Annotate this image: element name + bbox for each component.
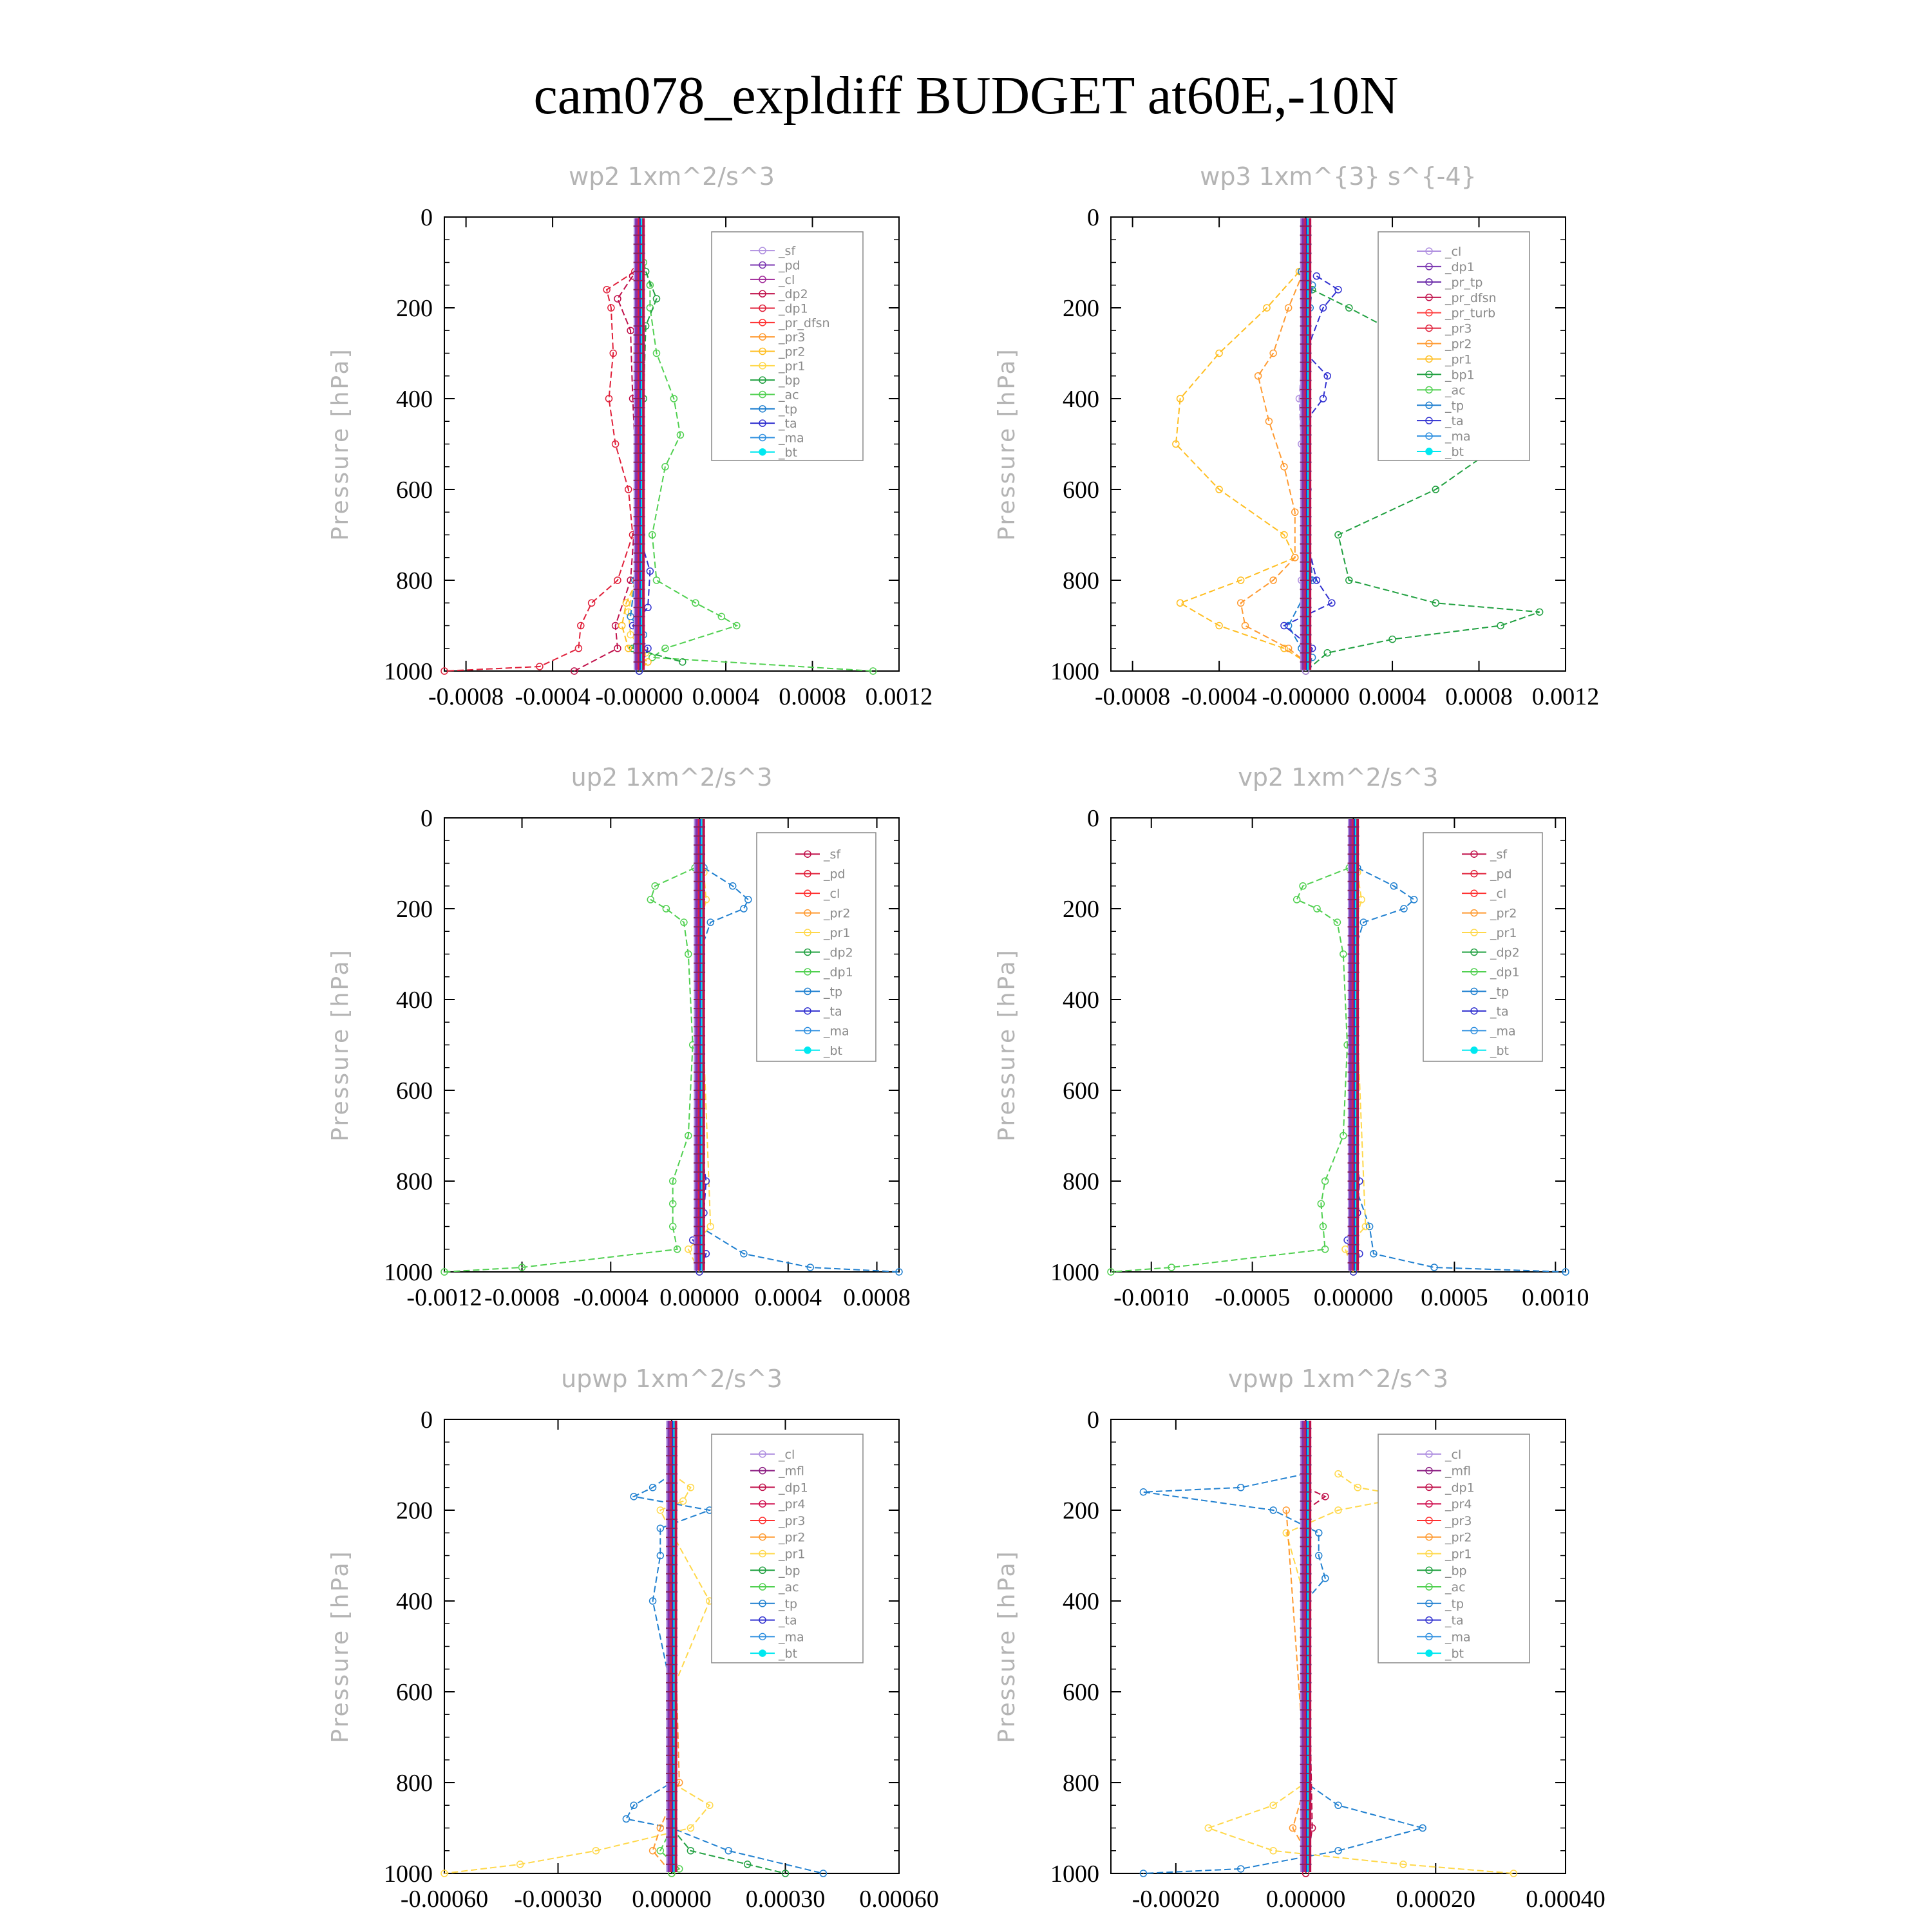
legend-label: _pr2 bbox=[1445, 337, 1472, 352]
x-tick-label: -0.0012 bbox=[406, 1284, 482, 1311]
y-tick-label: 400 bbox=[396, 386, 433, 413]
legend-label: _tp bbox=[824, 985, 843, 999]
legend-label: _bt bbox=[779, 445, 798, 460]
legend-label: _pr3 bbox=[779, 1513, 806, 1528]
legend-label: _bt bbox=[1490, 1043, 1510, 1058]
legend-label: _tp bbox=[1490, 985, 1510, 999]
legend-label: _ta bbox=[1445, 1613, 1464, 1628]
panel-2 bbox=[327, 763, 911, 1311]
panel-1 bbox=[994, 162, 1599, 710]
legend-label: _pr1 bbox=[1445, 352, 1472, 367]
data-point bbox=[1294, 896, 1300, 903]
legend-label: _ta bbox=[1445, 414, 1464, 429]
data-point bbox=[653, 577, 659, 583]
legend-label: _pr3 bbox=[779, 330, 806, 345]
legend-label: _dp1 bbox=[1445, 1481, 1475, 1495]
y-tick-label: 200 bbox=[1063, 896, 1099, 923]
legend-label: _sf bbox=[1490, 848, 1508, 862]
y-tick-label: 1000 bbox=[384, 1259, 433, 1286]
legend-label: _bt bbox=[1445, 1647, 1464, 1662]
legend-box bbox=[1423, 833, 1542, 1061]
y-tick-label: 600 bbox=[396, 1077, 433, 1104]
legend-label: _bt bbox=[1445, 445, 1464, 460]
x-tick-label: -0.0010 bbox=[1113, 1284, 1189, 1311]
x-tick-label: 0.00000 bbox=[659, 1284, 739, 1311]
legend-label: _pr2 bbox=[779, 1530, 806, 1545]
y-tick-label: 800 bbox=[1063, 567, 1099, 594]
legend-label: _dp1 bbox=[1490, 965, 1520, 980]
series-line bbox=[444, 868, 695, 1273]
legend-label: _pr2 bbox=[1445, 1530, 1472, 1545]
y-tick-label: 400 bbox=[1063, 987, 1099, 1014]
y-tick-label: 1000 bbox=[1050, 1861, 1099, 1888]
y-tick-label: 1000 bbox=[384, 658, 433, 685]
legend-marker bbox=[1426, 1650, 1432, 1656]
x-tick-label: -0.00000 bbox=[1262, 683, 1350, 710]
x-tick-label: 0.00040 bbox=[1526, 1886, 1605, 1913]
y-tick-label: 800 bbox=[1063, 1168, 1099, 1195]
legend-label: _tp bbox=[779, 402, 798, 417]
x-tick-label: -0.00060 bbox=[400, 1886, 489, 1913]
y-tick-label: 1000 bbox=[384, 1861, 433, 1888]
legend-label: _pd bbox=[1490, 867, 1512, 882]
y-tick-label: 800 bbox=[1063, 1770, 1099, 1797]
y-axis-label: Pressure [hPa] bbox=[994, 347, 1020, 541]
x-tick-label: -0.0004 bbox=[573, 1284, 649, 1311]
panel-3 bbox=[994, 763, 1589, 1311]
x-tick-label: 0.0004 bbox=[754, 1284, 822, 1311]
legend-label: _ma bbox=[1445, 1630, 1471, 1645]
legend-marker bbox=[1471, 1047, 1477, 1054]
series-line bbox=[1111, 868, 1349, 1273]
legend-label: _pr4 bbox=[779, 1497, 806, 1512]
y-axis-label: Pressure [hPa] bbox=[327, 948, 354, 1142]
data-point bbox=[589, 600, 595, 606]
data-point bbox=[745, 896, 752, 903]
legend-label: _dp1 bbox=[824, 965, 853, 980]
legend-label: _pr1 bbox=[824, 926, 851, 941]
panel-0 bbox=[327, 162, 933, 710]
data-point bbox=[623, 1815, 629, 1822]
y-tick-label: 600 bbox=[396, 1679, 433, 1706]
x-tick-label: 0.0012 bbox=[1531, 683, 1600, 710]
panel-title: wp2 1xm^2/s^3 bbox=[569, 162, 775, 191]
x-tick-label: -0.00000 bbox=[595, 683, 683, 710]
legend-label: _ac bbox=[1445, 1580, 1466, 1595]
legend-label: _pr1 bbox=[779, 1547, 806, 1562]
x-tick-label: -0.0008 bbox=[1095, 683, 1171, 710]
legend-label: _pr4 bbox=[1445, 1497, 1472, 1512]
legend-label: _bp bbox=[779, 374, 800, 388]
legend-label: _pr_dfsn bbox=[779, 316, 830, 330]
legend-label: _pr2 bbox=[824, 906, 851, 921]
panel-title: wp3 1xm^{3} s^{-4} bbox=[1200, 162, 1477, 191]
y-tick-label: 200 bbox=[1063, 1497, 1099, 1524]
y-tick-label: 400 bbox=[396, 987, 433, 1014]
y-tick-label: 200 bbox=[396, 295, 433, 322]
x-tick-label: -0.0004 bbox=[515, 683, 591, 710]
data-point bbox=[1205, 1825, 1211, 1832]
panel-title: upwp 1xm^2/s^3 bbox=[561, 1365, 782, 1393]
y-axis-label: Pressure [hPa] bbox=[327, 347, 354, 541]
legend-label: _ma bbox=[824, 1024, 849, 1039]
legend-label: _ta bbox=[1490, 1004, 1509, 1019]
data-point bbox=[650, 1848, 656, 1854]
data-point bbox=[1342, 1246, 1349, 1253]
legend-label: _cl bbox=[1490, 887, 1507, 902]
legend-label: _bp bbox=[1445, 1564, 1467, 1578]
y-axis-label: Pressure [hPa] bbox=[994, 1549, 1020, 1743]
data-point bbox=[1177, 600, 1184, 606]
x-tick-label: 0.0005 bbox=[1421, 1284, 1488, 1311]
figure-title: cam078_expldiff BUDGET at60E,-10N bbox=[533, 66, 1399, 126]
x-tick-label: -0.0008 bbox=[428, 683, 504, 710]
y-axis-label: Pressure [hPa] bbox=[994, 948, 1020, 1142]
x-tick-label: -0.0008 bbox=[484, 1284, 560, 1311]
x-tick-label: 0.0008 bbox=[843, 1284, 911, 1311]
legend-label: _ta bbox=[779, 417, 797, 431]
legend-label: _ma bbox=[779, 431, 804, 446]
x-tick-label: 0.00060 bbox=[859, 1886, 939, 1913]
y-tick-label: 600 bbox=[396, 477, 433, 504]
legend-label: _bt bbox=[779, 1647, 798, 1662]
legend-label: _dp2 bbox=[1490, 945, 1520, 960]
y-tick-label: 600 bbox=[1063, 1679, 1099, 1706]
legend-marker bbox=[759, 1650, 766, 1656]
legend-label: _ac bbox=[779, 1580, 799, 1595]
legend-label: _pr_dfsn bbox=[1445, 290, 1497, 305]
y-tick-label: 400 bbox=[396, 1588, 433, 1615]
data-point bbox=[1497, 623, 1504, 629]
legend-label: _cl bbox=[1445, 244, 1462, 259]
y-tick-label: 0 bbox=[1087, 1406, 1099, 1434]
x-tick-label: -0.0004 bbox=[1181, 683, 1257, 710]
legend-label: _tp bbox=[779, 1596, 798, 1611]
x-tick-label: 0.00000 bbox=[632, 1886, 712, 1913]
y-tick-label: 800 bbox=[396, 567, 433, 594]
legend-label: _pr1 bbox=[1445, 1547, 1472, 1562]
legend-label: _cl bbox=[1445, 1447, 1462, 1462]
y-tick-label: 200 bbox=[396, 896, 433, 923]
legend-label: _dp2 bbox=[824, 945, 853, 960]
y-tick-label: 1000 bbox=[1050, 658, 1099, 685]
y-tick-label: 800 bbox=[396, 1770, 433, 1797]
legend-box bbox=[757, 833, 876, 1061]
data-point bbox=[614, 296, 621, 302]
series-line bbox=[1176, 272, 1306, 671]
y-tick-label: 400 bbox=[1063, 386, 1099, 413]
y-tick-label: 600 bbox=[1063, 477, 1099, 504]
series-line bbox=[574, 276, 638, 671]
x-tick-label: 0.0010 bbox=[1522, 1284, 1589, 1311]
x-tick-label: 0.0004 bbox=[1358, 683, 1426, 710]
panel-title: vpwp 1xm^2/s^3 bbox=[1227, 1365, 1449, 1393]
data-point bbox=[1216, 350, 1222, 357]
x-tick-label: 0.0008 bbox=[779, 683, 846, 710]
series-line bbox=[444, 272, 635, 671]
x-tick-label: -0.00020 bbox=[1132, 1886, 1220, 1913]
x-tick-label: 0.00000 bbox=[1313, 1284, 1394, 1311]
legend-label: _ac bbox=[779, 388, 799, 402]
legend-label: _dp1 bbox=[779, 1481, 808, 1495]
legend-label: _bt bbox=[824, 1043, 843, 1058]
data-point bbox=[741, 905, 747, 912]
legend-label: _tp bbox=[1445, 399, 1464, 413]
y-tick-label: 800 bbox=[396, 1168, 433, 1195]
legend-label: _sf bbox=[824, 848, 841, 862]
legend-label: _cl bbox=[779, 1447, 795, 1462]
legend-label: _ma bbox=[779, 1630, 804, 1645]
x-tick-label: 0.00000 bbox=[1265, 1886, 1346, 1913]
legend-label: _dp1 bbox=[1445, 260, 1475, 274]
legend-label: _tp bbox=[1445, 1596, 1464, 1611]
legend-marker bbox=[804, 1047, 811, 1054]
legend-label: _sf bbox=[779, 244, 796, 259]
y-axis-label: Pressure [hPa] bbox=[327, 1549, 354, 1743]
legend-label: _pd bbox=[824, 867, 846, 882]
legend-label: _pr2 bbox=[779, 345, 806, 359]
x-tick-label: -0.0005 bbox=[1215, 1284, 1291, 1311]
legend-label: _pr1 bbox=[779, 359, 806, 374]
data-point bbox=[1242, 623, 1248, 629]
data-point bbox=[645, 659, 651, 665]
x-tick-label: 0.0004 bbox=[692, 683, 760, 710]
legend-label: _ta bbox=[824, 1004, 842, 1019]
legend-label: _pr3 bbox=[1445, 321, 1472, 336]
y-tick-label: 200 bbox=[1063, 295, 1099, 322]
y-tick-label: 0 bbox=[421, 805, 433, 832]
legend-label: _pr3 bbox=[1445, 1513, 1472, 1528]
y-tick-label: 1000 bbox=[1050, 1259, 1099, 1286]
legend-label: _dp1 bbox=[779, 301, 808, 316]
legend-label: _pr1 bbox=[1490, 926, 1517, 941]
legend-label: _cl bbox=[779, 272, 795, 287]
x-tick-label: 0.00020 bbox=[1396, 1886, 1476, 1913]
x-tick-label: 0.0008 bbox=[1445, 683, 1513, 710]
panel-4 bbox=[327, 1365, 939, 1913]
legend-marker bbox=[759, 449, 766, 455]
y-tick-label: 0 bbox=[421, 204, 433, 231]
legend-label: _mfl bbox=[779, 1464, 804, 1479]
y-tick-label: 0 bbox=[421, 1406, 433, 1434]
panel-title: up2 1xm^2/s^3 bbox=[571, 763, 773, 791]
legend-label: _bp bbox=[779, 1564, 800, 1578]
y-tick-label: 400 bbox=[1063, 1588, 1099, 1615]
legend-label: _ta bbox=[779, 1613, 797, 1628]
panel-5 bbox=[994, 1365, 1605, 1913]
legend-label: _pr_tp bbox=[1445, 275, 1483, 290]
y-tick-label: 0 bbox=[1087, 204, 1099, 231]
data-point bbox=[1322, 1178, 1329, 1184]
legend-marker bbox=[1426, 448, 1432, 455]
legend-label: _pr2 bbox=[1490, 906, 1517, 921]
legend-label: _pr_turb bbox=[1445, 306, 1496, 321]
legend-label: _ac bbox=[1445, 383, 1466, 398]
panel-title: vp2 1xm^2/s^3 bbox=[1238, 763, 1439, 791]
y-tick-label: 600 bbox=[1063, 1077, 1099, 1104]
legend-label: _cl bbox=[824, 887, 840, 902]
legend-label: _mfl bbox=[1445, 1464, 1471, 1479]
legend-label: _ma bbox=[1445, 430, 1471, 444]
y-tick-label: 200 bbox=[396, 1497, 433, 1524]
legend-label: _dp2 bbox=[779, 287, 808, 302]
legend-label: _pd bbox=[779, 258, 800, 273]
y-tick-label: 0 bbox=[1087, 805, 1099, 832]
data-point bbox=[1411, 896, 1417, 903]
x-tick-label: 0.00030 bbox=[745, 1886, 826, 1913]
legend-label: _ma bbox=[1490, 1024, 1516, 1039]
x-tick-label: -0.00030 bbox=[514, 1886, 602, 1913]
data-point bbox=[663, 905, 669, 912]
legend-label: _bp1 bbox=[1445, 368, 1475, 383]
x-tick-label: 0.0012 bbox=[865, 683, 933, 710]
